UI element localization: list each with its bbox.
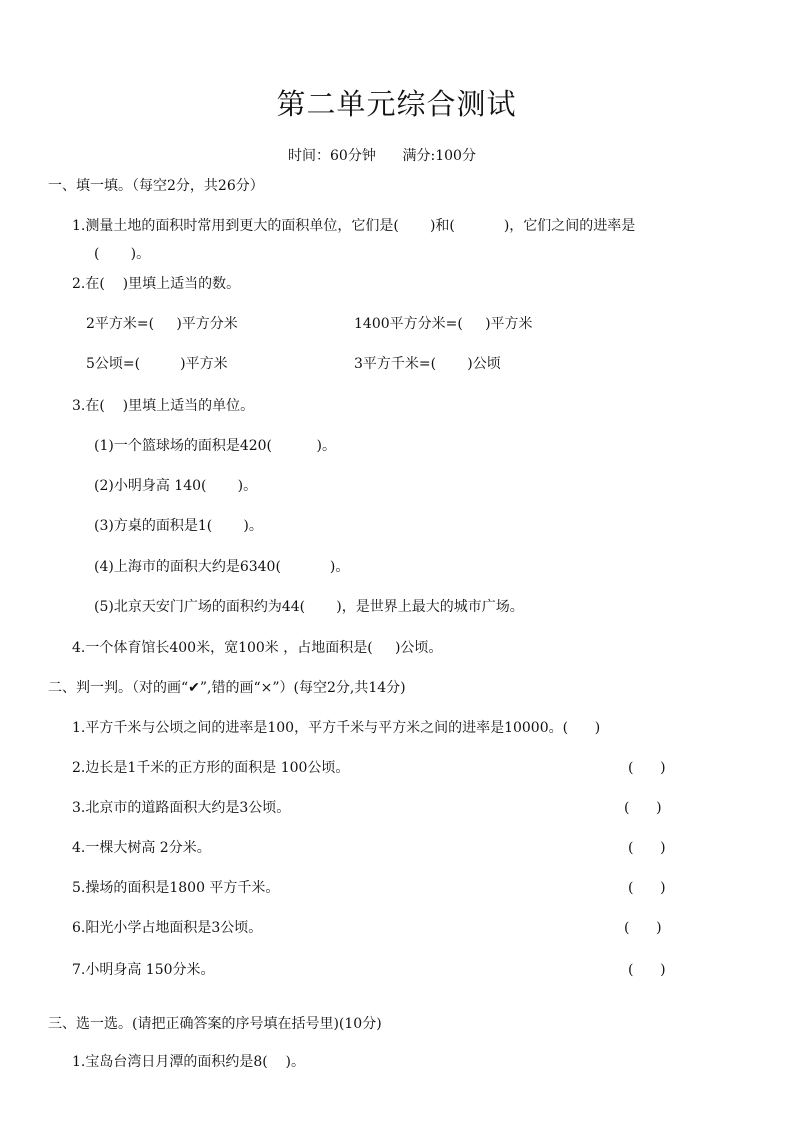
choice-question-1: 1.宝岛台湾日月潭的面积约是8( )。: [72, 1054, 305, 1070]
question-1-2: 2.在( )里填上适当的数。: [72, 276, 241, 292]
answer-parens-3: ( ): [624, 800, 662, 816]
question-1-3-5: (5)北京天安门广场的面积约为44( )，是世界上最大的城市广场。: [94, 599, 524, 615]
page-title: 第二单元综合测试: [276, 87, 517, 121]
judge-item-1: 1.平方千米与公顷之间的进率是100，平方千米与平方米之间的进率是10000。( ): [72, 720, 601, 736]
answer-parens-5: ( ): [628, 880, 666, 896]
answer-parens-2: ( ): [628, 760, 666, 776]
answer-parens-4: ( ): [628, 840, 666, 856]
question-1-2-d: 3平方千米=( )公顷: [354, 356, 501, 372]
judge-item-5: 5.操场的面积是1800 平方千米。: [72, 880, 280, 896]
judge-item-2: 2.边长是1千米的正方形的面积是 100公顷。: [72, 760, 350, 776]
judge-item-4: 4.一棵大树高 2分米。: [72, 840, 211, 856]
answer-parens-7: ( ): [628, 962, 666, 978]
question-1-3-1: (1)一个篮球场的面积是420( )。: [94, 438, 336, 454]
question-1-1-line1: 1.测量土地的面积时常用到更大的面积单位，它们是( )和( )，它们之间的进率是: [72, 218, 636, 234]
answer-parens-6: ( ): [624, 920, 662, 936]
question-1-2-a: 2平方米=( )平方分米: [86, 316, 238, 332]
question-1-3-4: (4)上海市的面积大约是6340( )。: [94, 559, 350, 575]
question-1-1-line2: ( )。: [94, 246, 151, 262]
judge-item-6: 6.阳光小学占地面积是3公顷。: [72, 920, 263, 936]
section-1-heading: 一、填一填。（每空2分，共26分）: [48, 178, 264, 194]
section-2-heading: 二、判一判。（对的画“✔”,错的画“×”）(每空2分,共14分): [48, 680, 406, 696]
question-1-3-2: (2)小明身高 140( )。: [94, 478, 258, 494]
section-3-heading: 三、选一选。(请把正确答案的序号填在括号里)(10分): [48, 1016, 382, 1032]
question-1-2-c: 5公顷=( )平方米: [86, 356, 228, 372]
question-1-3: 3.在( )里填上适当的单位。: [72, 398, 255, 414]
judge-item-7: 7.小明身高 150分米。: [72, 962, 215, 978]
time-score-info: 时间：60分钟 满分:100分: [288, 148, 476, 164]
question-1-3-3: (3)方桌的面积是1( )。: [94, 518, 263, 534]
question-1-4: 4.一个体育馆长400米，宽100米 ，占地面积是( )公顷。: [72, 640, 443, 656]
judge-item-3: 3.北京市的道路面积大约是3公顷。: [72, 800, 291, 816]
question-1-2-b: 1400平方分米=( )平方米: [354, 316, 533, 332]
